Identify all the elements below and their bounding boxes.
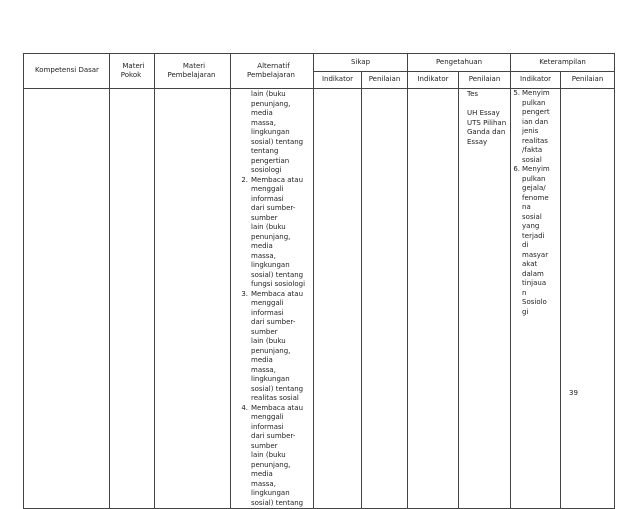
cell-materi-pembelajaran [155,89,231,509]
header-materi-pembelajaran: Materi Pembelajaran [155,54,231,89]
header-pengetahuan-indikator: Indikator [408,72,459,89]
cell-sikap-indikator [314,89,362,509]
header-sikap-penilaian: Penilaian [362,72,408,89]
alternatif-list [237,176,313,509]
cell-pengetahuan-indikator [408,89,459,509]
keterampilan-list [511,89,560,317]
table-row [24,89,615,509]
list-item: 5. Menyim pulkan pengert ian dan jenis realitas /fakta sosial [513,89,550,164]
alternatif-intro-text: lain (buku penunjang, media massa, lingkungan sosial) tentang tentang pengertian sosiologi [251,90,304,174]
cell-sikap-penilaian [362,89,408,509]
header-pengetahuan: Pengetahuan [408,54,511,72]
header-materi-pokok: Materi Pokok [110,54,155,89]
header-keterampilan: Keterampilan [511,54,615,72]
pengetahuan-penilaian-text: Tes UH Essay UTS Pilihan Ganda dan Essay [467,90,507,146]
cell-keterampilan-indikator [511,89,561,509]
list-item: 2. Membaca atau menggali informasi dari sumber-sumber lain (buku penunjang, media massa, lingkungan sosial) tentang fungsi sosiologi [241,175,306,288]
cell-alternatif-pembelajaran [231,89,314,509]
header-sikap-indikator: Indikator [314,72,362,89]
header-keterampilan-penilaian: Penilaian [561,72,615,89]
list-item: 6. Menyim pulkan gejala/ fenome na sosial yang terjadi di masyar akat dalam tinjaua n Sosiolo gi [513,165,550,316]
header-kompetensi-dasar: Kompetensi Dasar [24,54,110,89]
page-number: 39 [569,389,578,397]
header-sikap: Sikap [314,54,408,72]
header-keterampilan-indikator: Indikator [511,72,561,89]
cell-pengetahuan-penilaian [459,89,511,509]
header-alternatif-pembelajaran: Alternatif Pembelajaran [231,54,314,89]
cell-keterampilan-penilaian [561,89,615,509]
list-item: 4. Membaca atau menggali informasi dari sumber-sumber lain (buku penunjang, media massa, lingkungan sosial) tentang [241,403,304,507]
cell-materi-pokok [110,89,155,509]
cell-kompetensi-dasar [24,89,110,509]
list-item: 3. Membaca atau menggali informasi dari sumber-sumber lain (buku penunjang, media massa, lingkungan sosial) tentang realitas sosial [241,289,304,402]
lesson-plan-table [23,53,615,509]
header-pengetahuan-penilaian: Penilaian [459,72,511,89]
